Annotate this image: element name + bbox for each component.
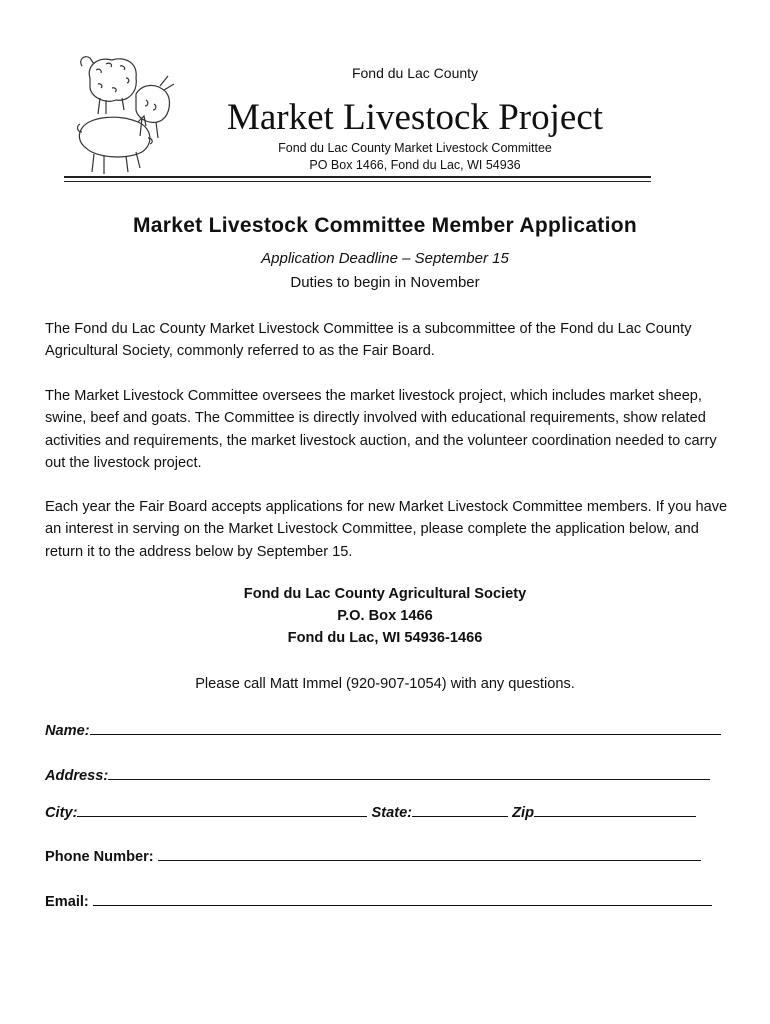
mailing-address-line-2: P.O. Box 1466 [337,608,433,624]
city-state-zip-row [45,802,696,821]
address-line[interactable] [108,765,710,780]
mailing-address-line-1: Fond du Lac County Agricultural Society [243,586,527,602]
committee-name: Fond du Lac County Market Livestock Committee [278,141,552,155]
address-label: Address: [45,768,109,784]
application-title: Market Livestock Committee Member Application [132,214,637,237]
state-label: State: [371,805,413,821]
zip-line[interactable] [534,802,696,817]
zip-label: Zip [512,805,534,821]
project-title: Market Livestock Project [226,97,604,138]
state-line[interactable] [412,802,508,817]
header-address: PO Box 1466, Fond du Lac, WI 54936 [309,158,521,172]
duties-start: Duties to begin in November [290,274,480,291]
name-field-row [45,720,721,739]
email-label: Email: [45,894,89,910]
city-label: City: [45,805,78,821]
county-name: Fond du Lac County [351,65,479,81]
mailing-address-line-3: Fond du Lac, WI 54936-1466 [287,630,483,646]
header-divider-thick [64,176,651,178]
email-field-row [45,891,712,910]
livestock-illustration-logo [76,48,180,180]
email-line[interactable] [93,891,712,906]
application-paragraph: Each year the Fair Board accepts applications for new Market Livestock Committee members. If you have an interest in serving on the Market Livestock Committee, please complete the application below, and return it to the address below by September 15. [45,499,728,560]
header-divider-thin [64,181,651,182]
phone-label: Phone Number: [45,849,154,865]
name-label: Name: [45,723,90,739]
phone-field-row [45,846,701,865]
address-field-row [45,765,710,784]
application-deadline: Application Deadline – September 15 [261,250,509,267]
city-line[interactable] [77,802,367,817]
oversight-paragraph: The Market Livestock Committee oversees the market livestock project, which includes market sheep, swine, beef and goats. The Committee is directly involved with educational requirements, show related activities and requirements, the market livestock auction, and the volunteer coordination needed to carry out the livestock project. [45,388,717,471]
phone-line[interactable] [158,846,701,861]
contact-line: Please call Matt Immel (920-907-1054) with any questions. [195,676,575,692]
name-line[interactable] [90,720,721,735]
intro-paragraph: The Fond du Lac County Market Livestock Committee is a subcommittee of the Fond du Lac County Agricultural Society, commonly referred to as the Fair Board. [45,321,692,360]
